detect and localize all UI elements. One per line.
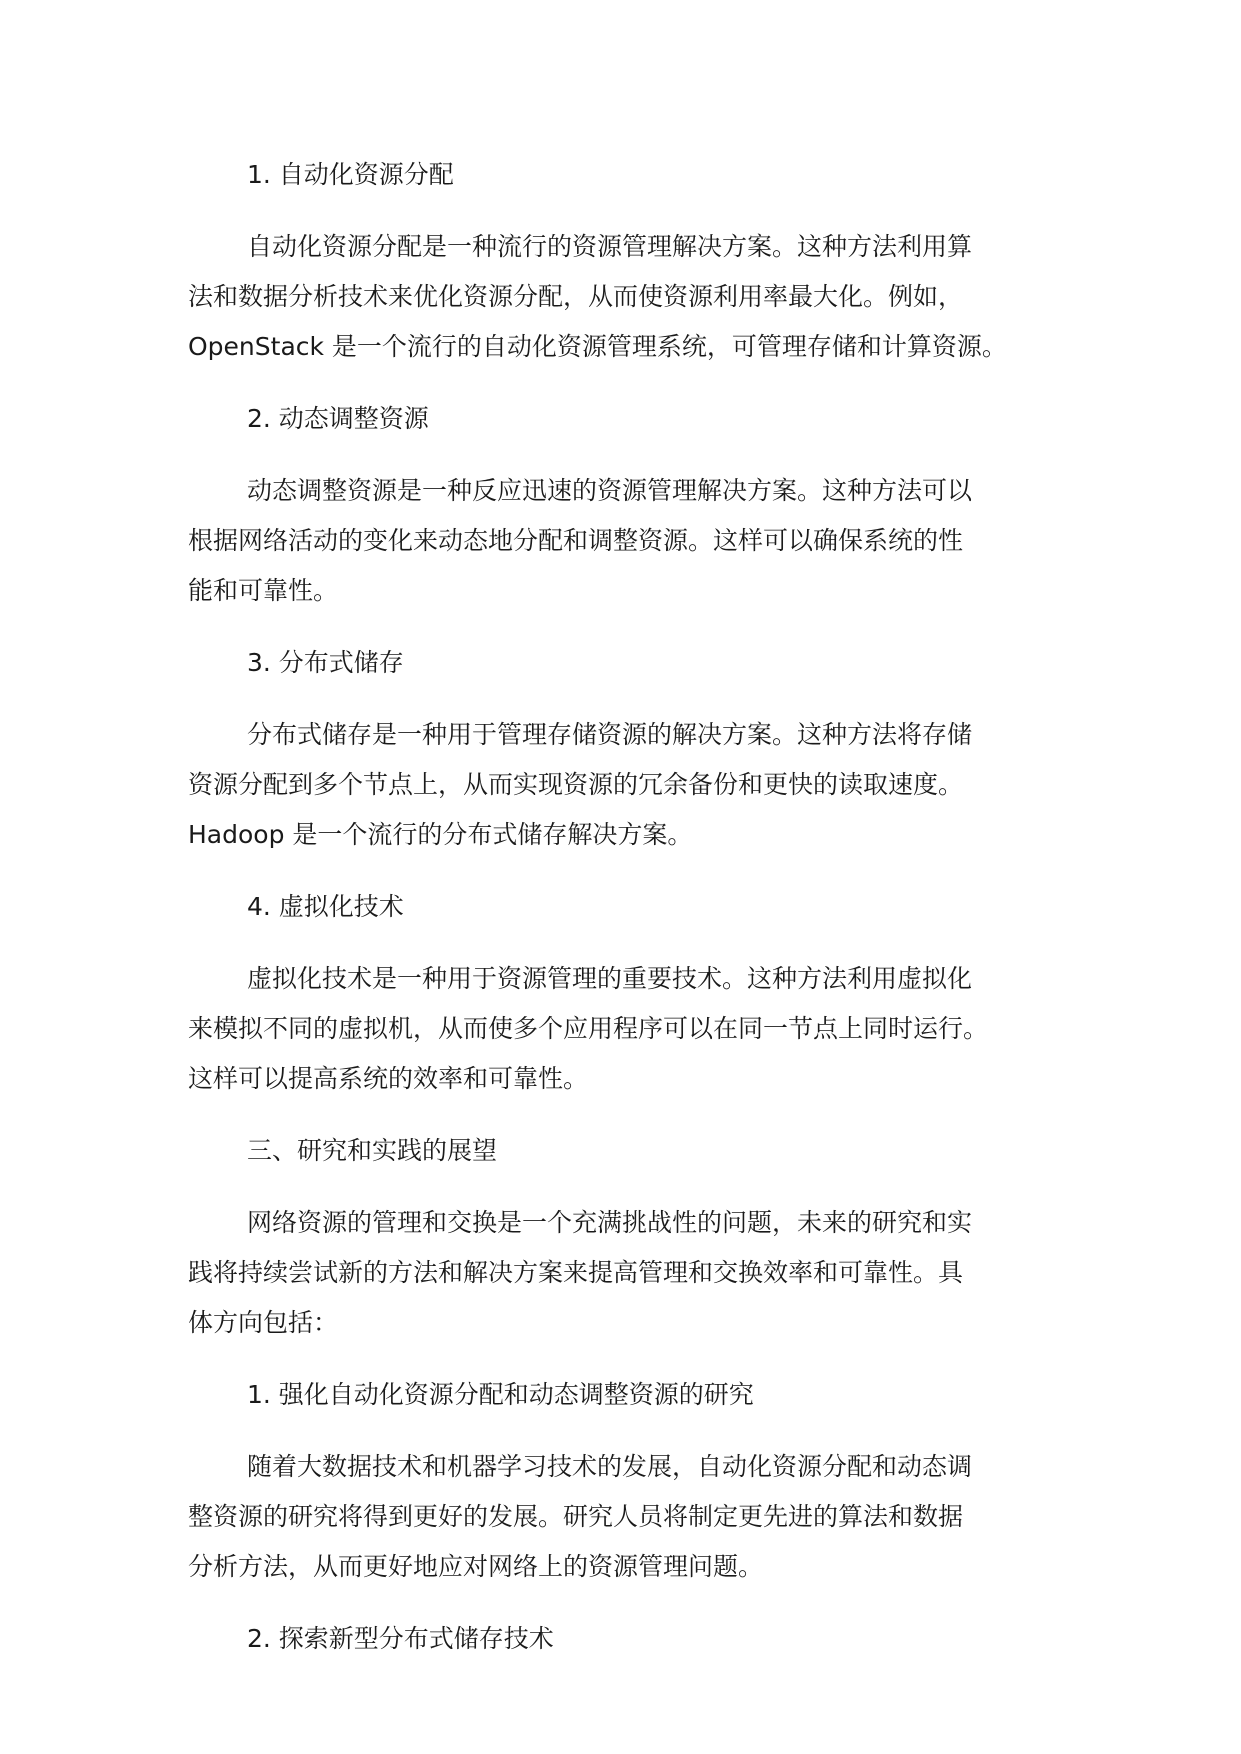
section-heading: 1. 强化自动化资源分配和动态调整资源的研究 bbox=[247, 1380, 754, 1409]
body-paragraph bbox=[188, 954, 1068, 1104]
paragraph-line: 来模拟不同的虚拟机，从而使多个应用程序可以在同一节点上同时运行。 bbox=[188, 1014, 989, 1043]
document-page bbox=[188, 150, 1068, 1686]
paragraph-line: Hadoop 是一个流行的分布式储存解决方案。 bbox=[188, 820, 693, 849]
paragraph-line: 自动化资源分配是一种流行的资源管理解决方案。这种方法利用算 bbox=[247, 232, 973, 261]
paragraph-line: 资源分配到多个节点上，从而实现资源的冗余备份和更快的读取速度。 bbox=[188, 770, 964, 799]
paragraph-line: 分布式储存是一种用于管理存储资源的解决方案。这种方法将存储 bbox=[247, 720, 973, 749]
paragraph-line: 这样可以提高系统的效率和可靠性。 bbox=[188, 1064, 589, 1093]
body-paragraph bbox=[188, 710, 1068, 860]
body-paragraph bbox=[188, 1198, 1068, 1348]
section-heading: 三、研究和实践的展望 bbox=[247, 1136, 498, 1165]
paragraph-line: 法和数据分析技术来优化资源分配，从而使资源利用率最大化。例如， bbox=[188, 282, 964, 311]
paragraph-line: 虚拟化技术是一种用于资源管理的重要技术。这种方法利用虚拟化 bbox=[247, 964, 973, 993]
section-heading: 3. 分布式储存 bbox=[247, 648, 404, 677]
section-heading: 4. 虚拟化技术 bbox=[247, 892, 404, 921]
paragraph-line: 动态调整资源是一种反应迅速的资源管理解决方案。这种方法可以 bbox=[247, 476, 973, 505]
paragraph-line: 能和可靠性。 bbox=[188, 576, 339, 605]
paragraph-line: OpenStack 是一个流行的自动化资源管理系统，可管理存储和计算资源。 bbox=[188, 332, 1007, 361]
section-heading: 1. 自动化资源分配 bbox=[247, 160, 454, 189]
paragraph-line: 体方向包括： bbox=[188, 1308, 339, 1337]
paragraph-line: 分析方法，从而更好地应对网络上的资源管理问题。 bbox=[188, 1552, 764, 1581]
paragraph-line: 整资源的研究将得到更好的发展。研究人员将制定更先进的算法和数据 bbox=[188, 1502, 964, 1531]
body-paragraph bbox=[188, 466, 1068, 616]
section-heading: 2. 探索新型分布式储存技术 bbox=[247, 1624, 554, 1653]
paragraph-line: 随着大数据技术和机器学习技术的发展，自动化资源分配和动态调 bbox=[247, 1452, 973, 1481]
body-paragraph bbox=[188, 1442, 1068, 1592]
paragraph-line: 践将持续尝试新的方法和解决方案来提高管理和交换效率和可靠性。具 bbox=[188, 1258, 964, 1287]
body-paragraph bbox=[188, 222, 1068, 372]
paragraph-line: 网络资源的管理和交换是一个充满挑战性的问题，未来的研究和实 bbox=[247, 1208, 973, 1237]
paragraph-line: 根据网络活动的变化来动态地分配和调整资源。这样可以确保系统的性 bbox=[188, 526, 964, 555]
section-heading: 2. 动态调整资源 bbox=[247, 404, 429, 433]
